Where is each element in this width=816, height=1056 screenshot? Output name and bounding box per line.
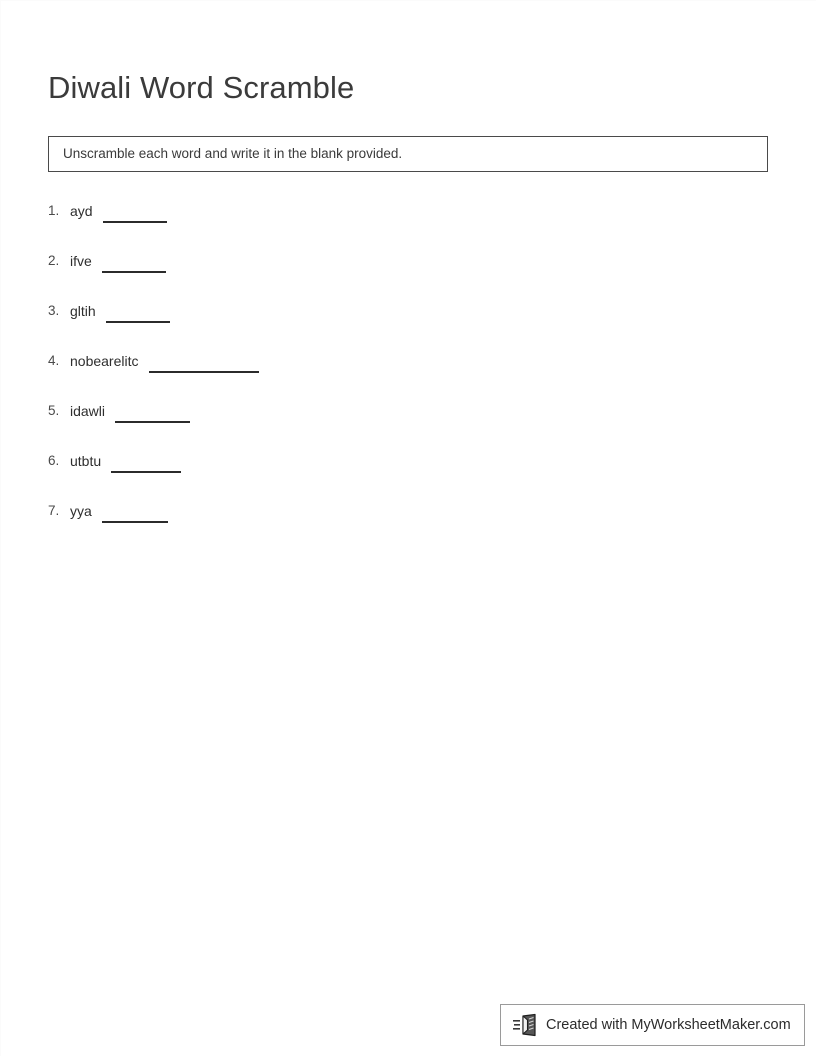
scrambled-word: yya: [70, 503, 92, 519]
scrambled-word: ayd: [70, 203, 93, 219]
answer-blank[interactable]: [102, 257, 166, 273]
scramble-item: [48, 400, 768, 450]
answer-blank[interactable]: [115, 407, 190, 423]
answer-blank[interactable]: [102, 507, 168, 523]
scrambled-word: nobearelitc: [70, 353, 139, 369]
scramble-item: [48, 500, 768, 550]
scrambled-word: gltih: [70, 303, 96, 319]
item-number: 2.: [48, 253, 60, 268]
scramble-item: [48, 350, 768, 400]
footer-badge[interactable]: [500, 1004, 805, 1046]
answer-blank[interactable]: [106, 307, 170, 323]
footer-text: Created with MyWorksheetMaker.com: [546, 1017, 791, 1033]
answer-blank[interactable]: [149, 357, 259, 373]
scramble-item: [48, 450, 768, 500]
page-edge-left: [0, 0, 1, 1056]
page-title: Diwali Word Scramble: [48, 69, 355, 105]
scramble-item: [48, 300, 768, 350]
worksheet-maker-logo-icon: [513, 1013, 539, 1037]
scrambled-word: ifve: [70, 253, 92, 269]
item-number: 6.: [48, 453, 60, 468]
item-number: 5.: [48, 403, 60, 418]
page-edge-top: [0, 0, 816, 1]
scramble-item: [48, 250, 768, 300]
item-number: 7.: [48, 503, 60, 518]
instruction-box: [48, 136, 768, 172]
item-number: 3.: [48, 303, 60, 318]
answer-blank[interactable]: [111, 457, 181, 473]
item-number: 4.: [48, 353, 60, 368]
scrambled-word: utbtu: [70, 453, 102, 469]
item-number: 1.: [48, 203, 60, 218]
scramble-item: [48, 200, 768, 250]
scramble-list: [48, 200, 768, 550]
scrambled-word: idawli: [70, 403, 106, 419]
instruction-text: Unscramble each word and write it in the blank provided.: [63, 146, 403, 161]
answer-blank[interactable]: [103, 207, 167, 223]
